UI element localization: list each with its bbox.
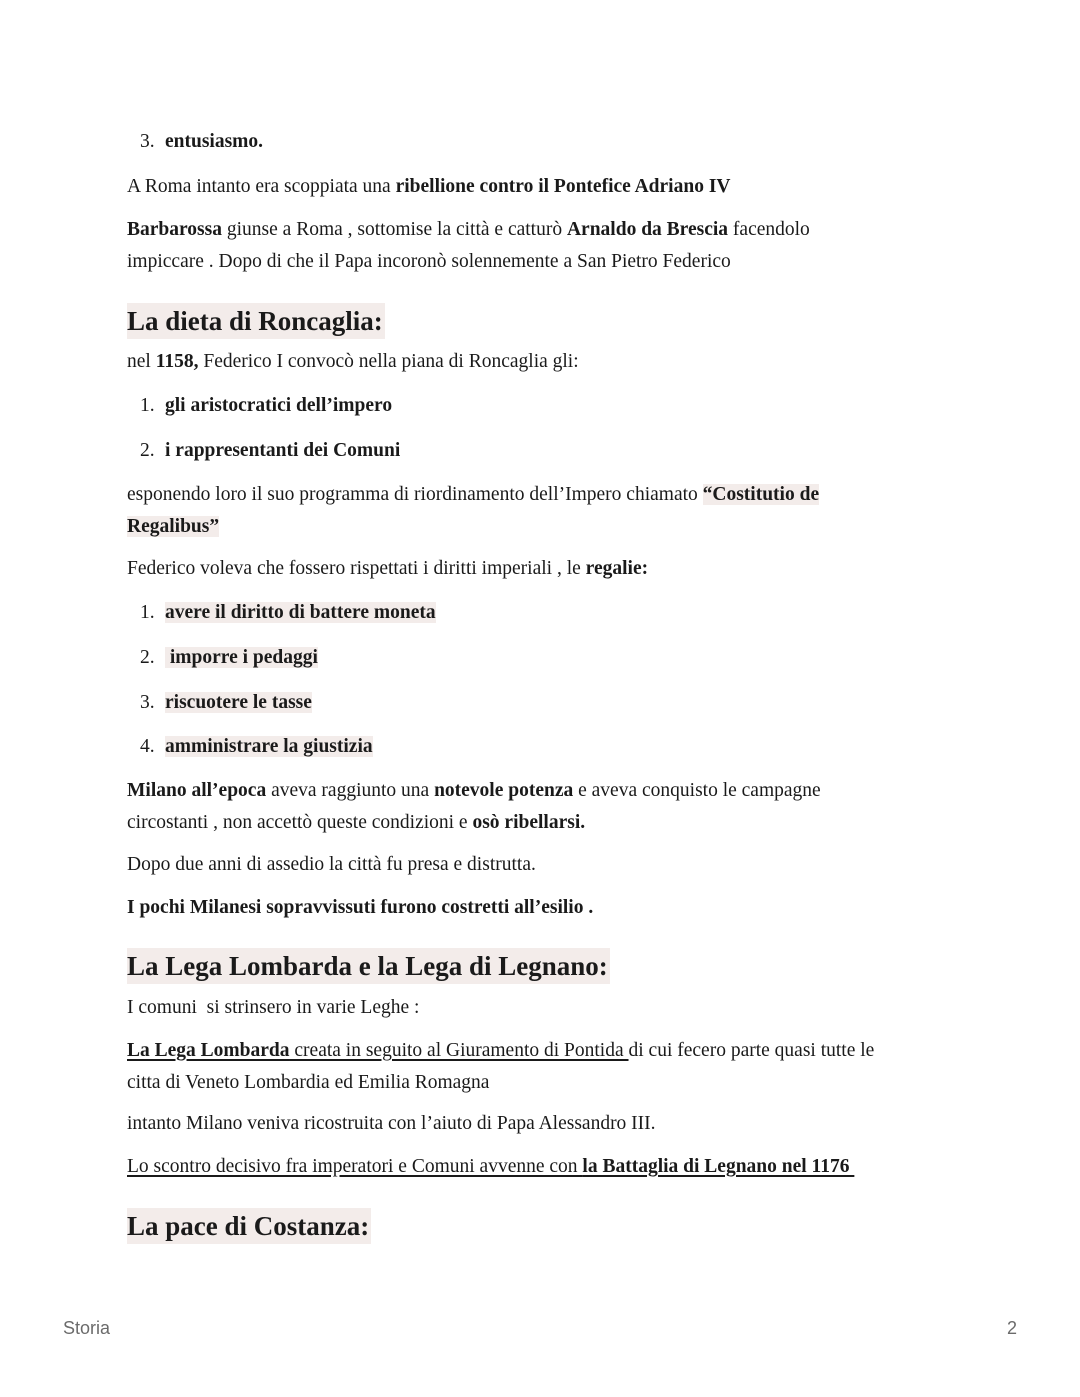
- list-item: 1. avere il diritto di battere moneta: [140, 602, 436, 623]
- paragraph-barbarossa: Barbarossa giunse a Roma , sottomise la città e catturò Arnaldo da Brescia facendolo impiccare . Dopo di che il Papa incoronò solennemente a San Pietro Federico: [127, 219, 810, 272]
- paragraph-scontro: Lo scontro decisivo fra imperatori e Comuni avvenne con la Battaglia di Legnano nel 1176: [127, 1156, 855, 1177]
- paragraph-ricostruita: intanto Milano veniva ricostruita con l’aiuto di Papa Alessandro III.: [127, 1113, 656, 1134]
- paragraph-milano: Milano all’epoca aveva raggiunto una notevole potenza e aveva conquisto le campagne circostanti , non accettò queste condizioni e osò ribellarsi.: [127, 780, 821, 833]
- list-item: 3. riscuotere le tasse: [140, 692, 312, 713]
- paragraph-roma: A Roma intanto era scoppiata una ribellione contro il Pontefice Adriano IV: [127, 176, 731, 197]
- list-item: 2. i rappresentanti dei Comuni: [140, 440, 401, 461]
- list-item: 1. gli aristocratici dell’impero: [140, 395, 393, 416]
- list-item: 4. amministrare la giustizia: [140, 736, 373, 757]
- list-item: 3. entusiasmo.: [140, 131, 264, 152]
- paragraph-assedio: Dopo due anni di assedio la città fu presa e distrutta.: [127, 854, 536, 875]
- paragraph-1158: nel 1158, Federico I convocò nella piana di Roncaglia gli:: [127, 351, 579, 372]
- paragraph-lega-lombarda: La Lega Lombarda creata in seguito al Giuramento di Pontida di cui fecero parte quasi tutte le citta di Veneto Lombardia ed Emilia Romagna: [127, 1040, 875, 1093]
- paragraph-esponendo: esponendo loro il suo programma di riordinamento dell’Impero chiamato “Costitutio de Regalibus”: [127, 484, 820, 537]
- heading-roncaglia: La dieta di Roncaglia:: [127, 303, 385, 339]
- footer-subject: Storia: [63, 1318, 111, 1338]
- page-number: 2: [1006, 1318, 1017, 1338]
- list-item: 2. imporre i pedaggi: [140, 647, 318, 668]
- heading-costanza: La pace di Costanza:: [127, 1208, 371, 1244]
- paragraph-regalie: Federico voleva che fossero rispettati i diritti imperiali , le regalie:: [127, 558, 649, 579]
- paragraph-comuni: I comuni si strinsero in varie Leghe :: [127, 997, 420, 1018]
- paragraph-esilio: I pochi Milanesi sopravvissuti furono costretti all’esilio .: [127, 897, 594, 918]
- heading-lega: La Lega Lombarda e la Lega di Legnano:: [127, 948, 610, 984]
